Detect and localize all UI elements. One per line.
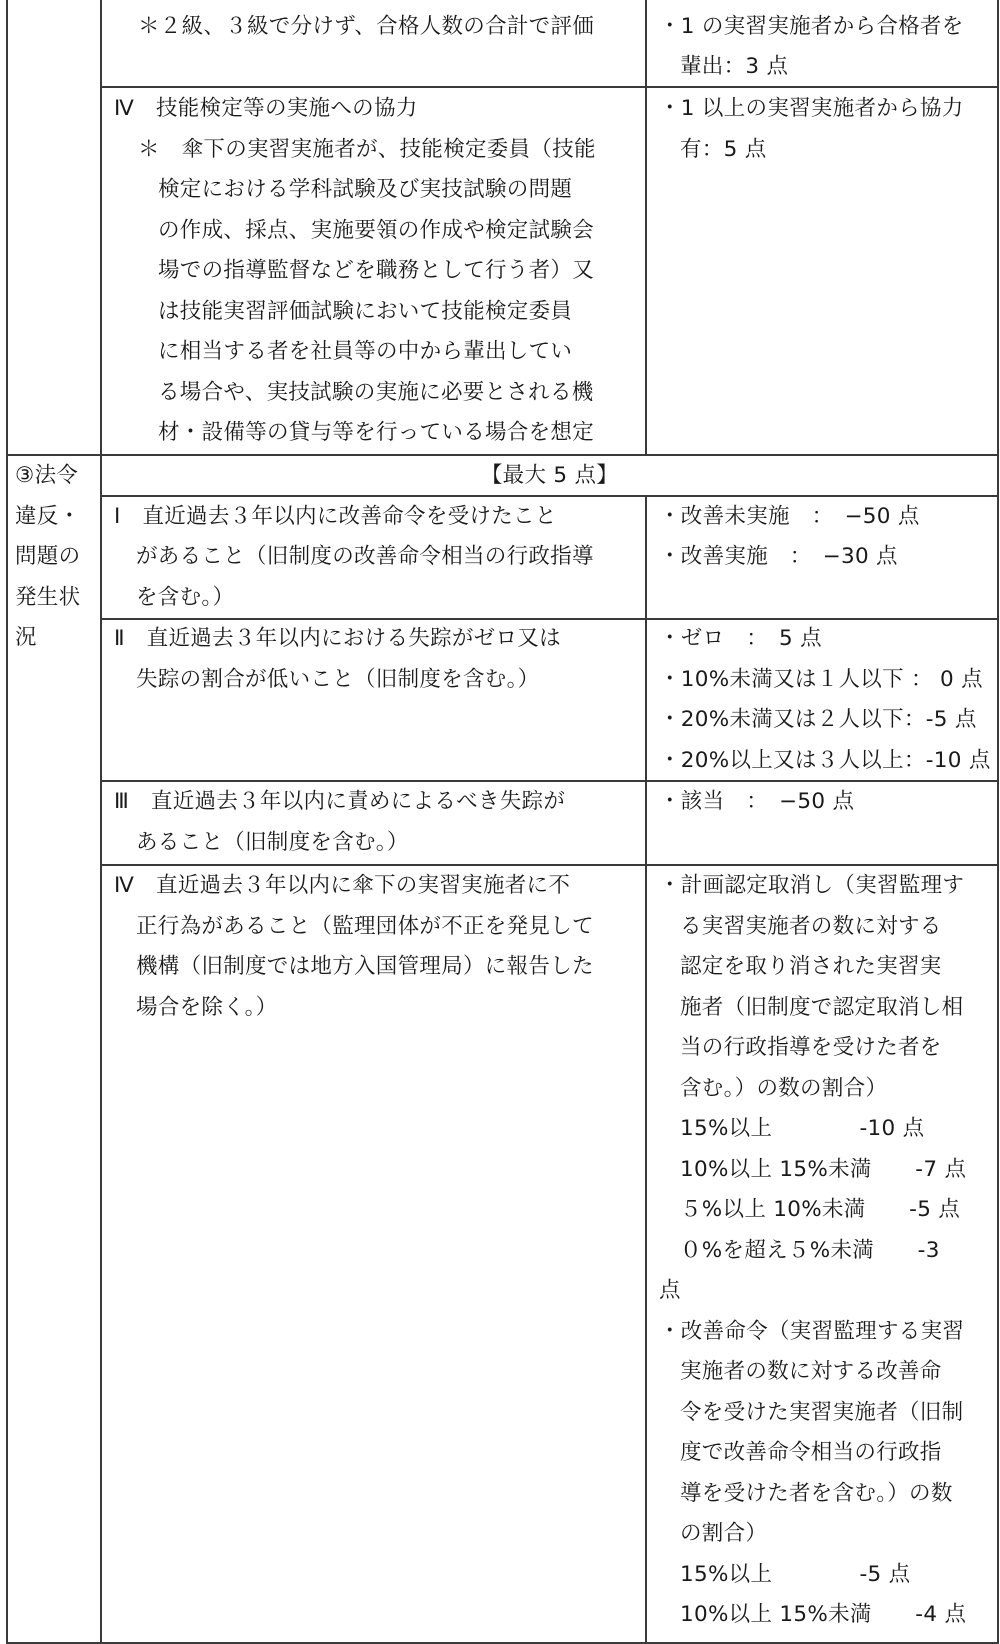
points-text: ・改善未実施 ： −50 点 <box>659 504 920 529</box>
points-text: 導を受けた者を含む。）の数 <box>680 1481 953 1506</box>
category-label: 発生状 <box>15 585 81 610</box>
points-text: 当の行政指導を受けた者を <box>680 1035 942 1060</box>
category-label: 問題の <box>15 544 81 569</box>
criteria-text: 機構（旧制度では地方入国管理局）に報告した <box>136 954 594 979</box>
criteria-heading: Ⅰ 直近過去３年以内に改善命令を受けたこと <box>114 504 557 529</box>
criteria-note: に相当する者を社員等の中から輩出してい <box>158 339 573 364</box>
points-text: る実習実施者の数に対する <box>680 914 942 939</box>
points-text: 実施者の数に対する改善命 <box>680 1359 942 1384</box>
criteria-note: は技能実習評価試験において技能検定委員 <box>158 299 573 324</box>
category-label: ③法令 <box>15 463 79 488</box>
points-text: 含む。）の数の割合） <box>680 1076 888 1101</box>
table-right-border <box>997 0 999 1644</box>
points-text: ・1 の実習実施者から合格者を <box>659 14 964 39</box>
criteria-text: あること（旧制度を含む。） <box>136 830 409 855</box>
criteria-text: 場合を除く。） <box>136 995 278 1020</box>
points-text: 輩出：3 点 <box>680 54 789 79</box>
points-text: 15%以上 -5 点 <box>680 1562 911 1587</box>
points-text: 令を受けた実習実施者（旧制 <box>680 1400 964 1425</box>
table-bottom-border <box>6 1642 999 1644</box>
criteria-heading: Ⅳ 技能検定等の実施への協力 <box>114 96 418 121</box>
table-points-divider-top <box>645 0 647 454</box>
criteria-text: があること（旧制度の改善命令相当の行政指導 <box>136 544 594 569</box>
points-text: 点 <box>659 1278 681 1303</box>
criteria-heading: Ⅲ 直近過去３年以内に責めによるべき失踪が <box>114 789 566 814</box>
points-text: ・1 以上の実習実施者から協力 <box>659 96 964 121</box>
points-text: 有：5 点 <box>680 137 767 162</box>
criteria-heading: Ⅳ 直近過去３年以内に傘下の実習実施者に不 <box>114 873 571 898</box>
criteria-note: 場での指導監督などを職務として行う者）又 <box>158 258 595 283</box>
points-text: 10%以上 15%未満 -7 点 <box>680 1157 967 1182</box>
criteria-note: る場合や、実技試験の実施に必要とされる機 <box>158 380 594 405</box>
category-label: 違反・ <box>15 504 81 529</box>
points-text: 10%以上 15%未満 -4 点 <box>680 1602 967 1627</box>
points-text: の割合） <box>680 1521 768 1546</box>
criteria-note: 検定における学科試験及び実技試験の問題 <box>158 177 573 202</box>
criteria-note: ＊ 傘下の実習実施者が、技能検定委員（技能 <box>138 137 596 162</box>
criteria-note: 材・設備等の貸与等を行っている場合を想定 <box>158 420 595 445</box>
criteria-heading: Ⅱ 直近過去３年以内における失踪がゼロ又は <box>114 626 561 651</box>
points-text: ・20%未満又は２人以下：-5 点 <box>659 707 977 732</box>
points-text: ０%を超え５%未満 -3 <box>680 1238 940 1263</box>
criteria-text: を含む。） <box>136 585 235 610</box>
points-text: ・改善実施 ： −30 点 <box>659 544 898 569</box>
points-text: ・10%未満又は１人以下 ： 0 点 <box>659 667 983 692</box>
points-text: 15%以上 -10 点 <box>680 1116 925 1141</box>
table-left-border <box>6 0 8 1644</box>
criteria-note: ＊２級、３級で分けず、合格人数の合計で評価 <box>138 14 595 39</box>
points-text: 度で改善命令相当の行政指 <box>680 1440 942 1465</box>
criteria-note: の作成、採点、実施要領の作成や検定試験会 <box>158 218 595 243</box>
table-category-divider <box>100 0 102 1644</box>
row-divider <box>100 86 999 88</box>
points-text: ・計画認定取消し（実習監理す <box>659 873 965 898</box>
points-text: 施者（旧制度で認定取消し相 <box>680 995 964 1020</box>
category-label: 況 <box>15 625 37 650</box>
points-text: 認定を取り消された実習実 <box>680 954 942 979</box>
criteria-text: 正行為があること（監理団体が不正を発見して <box>136 914 594 939</box>
points-text: ・ゼロ ： 5 点 <box>659 626 822 651</box>
points-text: ５%以上 10%未満 -5 点 <box>680 1197 961 1222</box>
table-points-divider-bottom <box>645 495 647 1644</box>
criteria-text: 失踪の割合が低いこと（旧制度を含む。） <box>136 667 540 692</box>
max-points-header: 【最大 5 点】 <box>480 463 619 488</box>
points-text: ・改善命令（実習監理する実習 <box>659 1319 965 1344</box>
points-text: ・20%以上又は３人以上：-10 点 <box>659 748 991 773</box>
points-text: ・該当 ： −50 点 <box>659 789 855 814</box>
